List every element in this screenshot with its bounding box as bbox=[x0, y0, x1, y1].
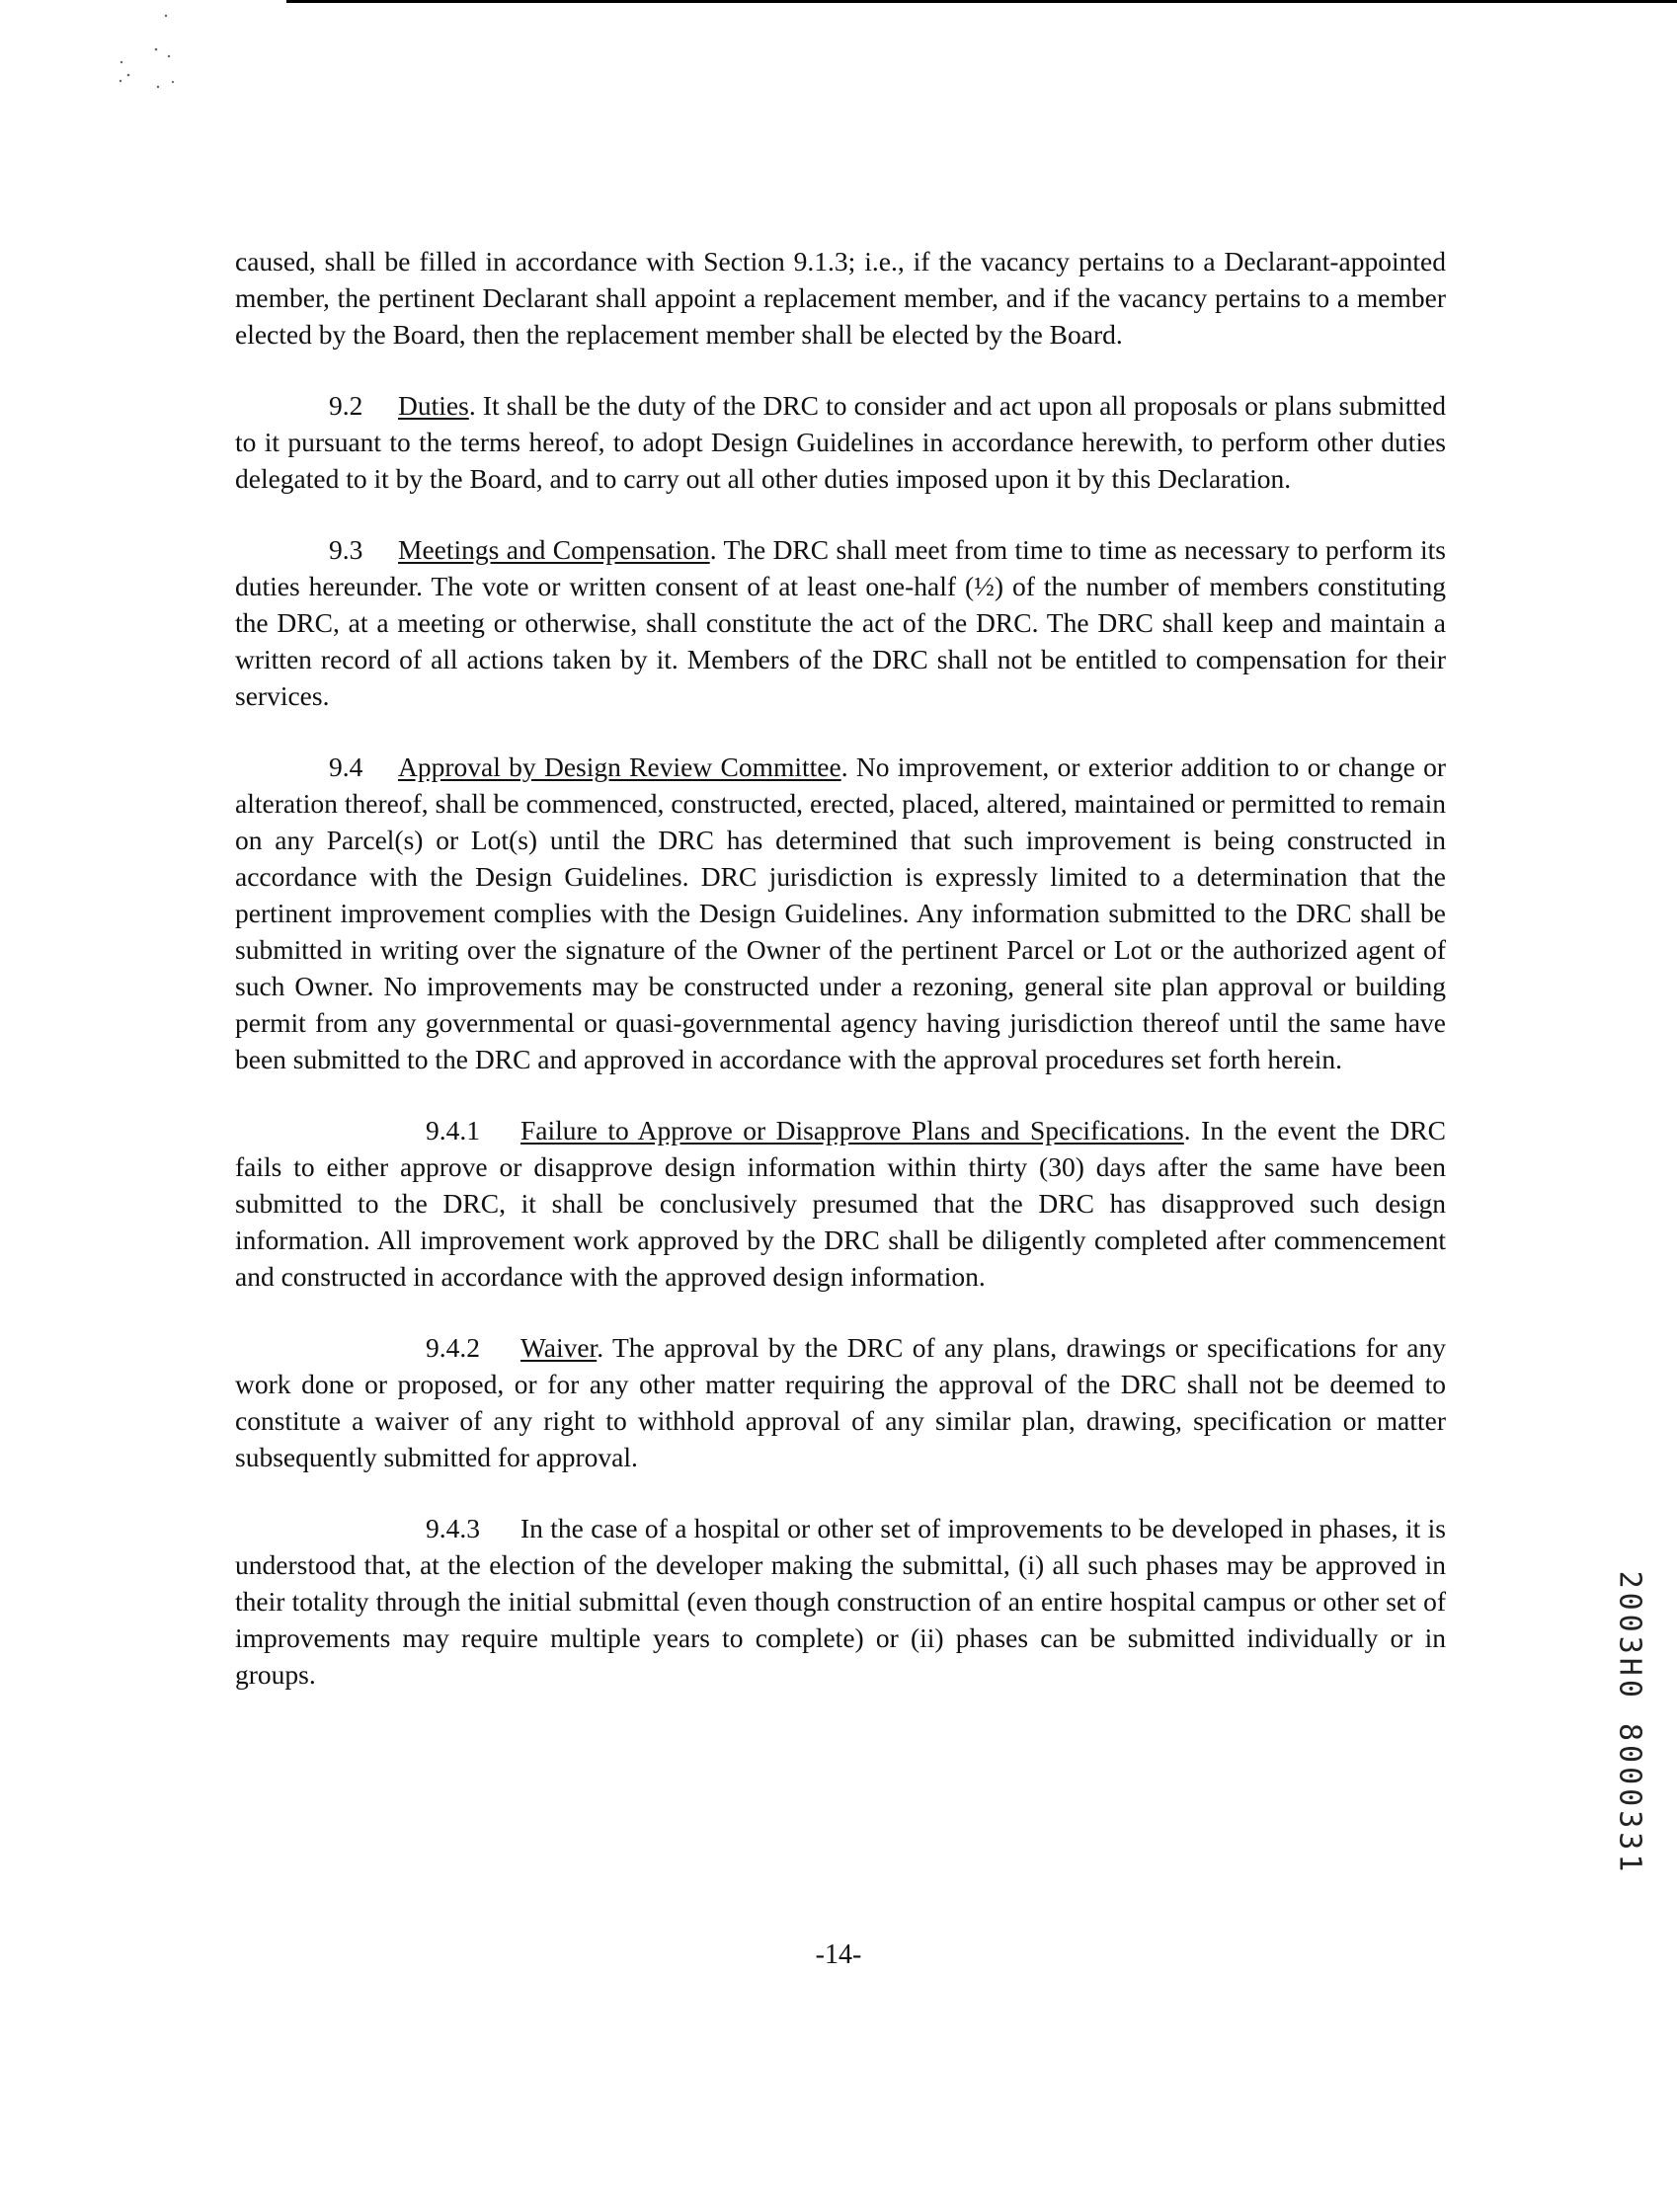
section-heading: Meetings and Compensation bbox=[398, 534, 710, 565]
section-number: 9.4.3 bbox=[426, 1513, 480, 1543]
section-heading: Duties bbox=[398, 390, 469, 421]
section-text: . In the event the DRC fails to either approve or disapprove design information within thirty (30) days after the same have been submitted to the DRC, it shall be conclusively presumed that the DRC has disapproved such design information. All improvement work approved by the DRC shall be diligently completed after commencement and constructed in accordance with the approved design information. bbox=[235, 1115, 1446, 1292]
section-number: 9.4 bbox=[329, 751, 363, 782]
section-text: . The DRC shall meet from time to time as necessary to perform its duties hereunder. The vote or written consent of at least one-half (½) of the number of members constituting the DRC, at a meeting or otherwise, shall constitute the act of the DRC. The DRC shall keep and maintain a written record of all actions taken by it. Members of the DRC shall not be entitled to compensation for their services. bbox=[235, 534, 1446, 711]
section-9-3-meetings bbox=[235, 531, 1446, 714]
section-heading: Approval by Design Review Committee bbox=[398, 751, 841, 782]
paragraph-vacancy-continued bbox=[235, 243, 1446, 353]
section-9-4-2-waiver bbox=[235, 1329, 1446, 1475]
scan-speck-marks bbox=[40, 10, 178, 118]
section-text: . It shall be the duty of the DRC to consider and act upon all proposals or plans submitted to it pursuant to the terms hereof, to adopt Design Guidelines in accordance herewith, to perform other duties delegated to it by the Board, and to carry out all other duties imposed upon it by this Declaration. bbox=[235, 390, 1446, 494]
section-number: 9.2 bbox=[329, 390, 363, 421]
recording-stamp-text: 2003H0 8000331 bbox=[1612, 1570, 1647, 1876]
section-heading: Waiver bbox=[520, 1332, 598, 1363]
section-text: . The approval by the DRC of any plans, drawings or specifications for any work done or proposed, or for any other matter requiring the approval of the DRC shall not be deemed to constitute a waiver of any right to withhold approval of any similar plan, drawing, specification or matter subsequently submitted for approval. bbox=[235, 1332, 1446, 1472]
paragraph-text: caused, shall be filled in accordance with Section 9.1.3; i.e., if the vacancy pertains to a Declarant-appointed member, the pertinent Declarant shall appoint a replacement member, and if the vacancy pertains to a member elected by the Board, then the replacement member shall be elected by the Board. bbox=[235, 246, 1446, 350]
recording-stamp bbox=[1610, 1570, 1649, 1876]
section-heading: Failure to Approve or Disapprove Plans and Specifications bbox=[520, 1115, 1184, 1146]
section-9-4-3-phases bbox=[235, 1510, 1446, 1693]
scan-top-border bbox=[286, 0, 1677, 3]
document-body bbox=[235, 243, 1446, 1693]
page-number: -14- bbox=[815, 1939, 862, 1970]
section-number: 9.4.1 bbox=[426, 1115, 480, 1146]
section-9-4-approval bbox=[235, 749, 1446, 1077]
section-number: 9.3 bbox=[329, 534, 363, 565]
section-text: . No improvement, or exterior addition to or change or alteration thereof, shall be commenced, constructed, erected, placed, altered, maintained or permitted to remain on any Parcel(s) or Lot(s) until the DRC has determined that such improvement is being constructed in accordance with the Design Guidelines. DRC jurisdiction is expressly limited to a determination that the pertinent improvement complies with the Design Guidelines. Any information submitted to the DRC shall be submitted in writing over the signature of the Owner of the pertinent Parcel or Lot or the authorized agent of such Owner. No improvements may be constructed under a rezoning, general site plan approval or building permit from any governmental or quasi-governmental agency having jurisdiction thereof until the same have been submitted to the DRC and approved in accordance with the approval procedures set forth herein. bbox=[235, 751, 1446, 1074]
section-9-4-1-failure bbox=[235, 1112, 1446, 1295]
section-9-2-duties bbox=[235, 387, 1446, 497]
section-text: In the case of a hospital or other set of improvements to be developed in phases, it is understood that, at the election of the developer making the submittal, (i) all such phases may be approved in their totality through the initial submittal (even though construction of an entire hospital campus or other set of improvements may require multiple years to complete) or (ii) phases can be submitted individually or in groups. bbox=[235, 1513, 1446, 1690]
section-number: 9.4.2 bbox=[426, 1332, 480, 1363]
